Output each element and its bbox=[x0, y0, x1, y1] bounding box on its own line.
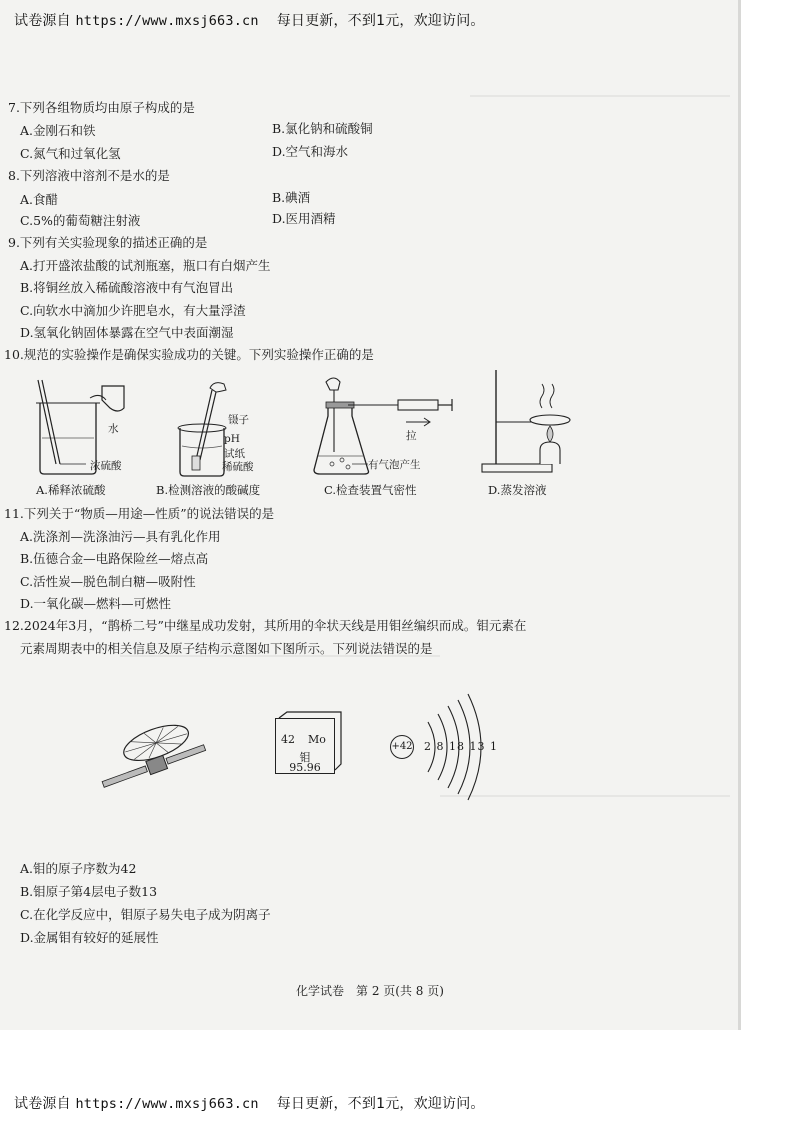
fig-c-bubbles-label: 有气泡产生 bbox=[368, 459, 421, 471]
q7-stem: 7.下列各组物质均由原子构成的是 bbox=[8, 100, 195, 115]
tile-depth-outline bbox=[279, 712, 341, 770]
glass-rod bbox=[38, 380, 56, 464]
fig-b-solution-label: 稀硫酸 bbox=[222, 461, 254, 473]
q7-option-d: D.空气和海水 bbox=[272, 144, 349, 159]
q11-option-b: B.伍德合金—电路保险丝—熔点高 bbox=[20, 551, 209, 566]
q12-option-a: A.钼的原子序数为42 bbox=[20, 861, 137, 876]
pull-arrow-icon bbox=[406, 418, 430, 426]
fig-a-water-label: 水 bbox=[108, 423, 119, 435]
fig-b-caption: B.检测溶液的酸碱度 bbox=[156, 483, 261, 497]
figure-d-evaporation bbox=[480, 368, 580, 478]
q7-option-a: A.金刚石和铁 bbox=[20, 123, 96, 138]
q12-option-b: B.钼原子第4层电子数13 bbox=[20, 884, 158, 899]
watermark-bottom bbox=[14, 1093, 485, 1113]
antenna-rib bbox=[129, 726, 183, 759]
fig-a-caption: A.稀释浓硫酸 bbox=[36, 483, 106, 497]
q10-stem: 10.规范的实验操作是确保实验成功的关键。下列实验操作正确的是 bbox=[4, 347, 374, 362]
q7-option-c: C.氮气和过氧化氢 bbox=[20, 146, 121, 161]
syringe-barrel bbox=[398, 400, 438, 410]
alcohol-lamp bbox=[540, 442, 560, 464]
watermark-top bbox=[14, 10, 485, 30]
q7-option-b: B.氯化钠和硫酸铜 bbox=[272, 121, 373, 136]
beaker-rim bbox=[178, 424, 226, 432]
fig-b-paper-label: 试纸 bbox=[224, 448, 245, 460]
ph-paper bbox=[192, 456, 200, 470]
q9-option-d: D.氢氧化钠固体暴露在空气中表面潮湿 bbox=[20, 325, 234, 340]
q9-option-a: A.打开盛浓盐酸的试剂瓶塞，瓶口有白烟产生 bbox=[20, 258, 271, 273]
q12-option-d: D.金属钼有较好的延展性 bbox=[20, 930, 159, 945]
bubble bbox=[346, 465, 350, 469]
evaporating-dish bbox=[530, 415, 570, 425]
fig-c-caption: C.检查装置气密性 bbox=[324, 483, 417, 497]
q8-stem: 8.下列溶液中溶剂不是水的是 bbox=[8, 168, 170, 183]
q11-stem: 11.下列关于“物质—用途—性质”的说法错误的是 bbox=[4, 506, 275, 521]
beaker-outline bbox=[40, 403, 96, 474]
q11-option-c: C.活性炭—脱色制白糖—吸附性 bbox=[20, 574, 196, 589]
q11-option-d: D.一氧化碳—燃料—可燃性 bbox=[20, 596, 172, 611]
glass-rod-edge bbox=[42, 380, 60, 464]
atomic-number: 42 bbox=[281, 733, 295, 746]
q8-option-a: A.食醋 bbox=[20, 192, 59, 207]
funnel-top bbox=[326, 378, 340, 390]
stand-base bbox=[482, 464, 552, 472]
watermark-url[interactable]: https://www.mxsj663.cn bbox=[75, 13, 259, 29]
nucleus: +42 bbox=[390, 735, 414, 759]
q8-option-b: B.碘酒 bbox=[272, 190, 311, 205]
q9-stem: 9.下列有关实验现象的描述正确的是 bbox=[8, 235, 208, 250]
liquid-level bbox=[182, 446, 222, 448]
element-name: 钼 bbox=[299, 751, 311, 764]
q11-option-a: A.洗涤剂—洗涤油污—具有乳化作用 bbox=[20, 529, 221, 544]
atomic-mass: 95.96 bbox=[289, 761, 321, 774]
solar-panel-left bbox=[102, 766, 147, 787]
bleed-mark bbox=[470, 95, 730, 97]
q9-option-c: C.向软水中滴加少许肥皂水，有大量浮渣 bbox=[20, 303, 246, 318]
solar-panel-right bbox=[166, 745, 206, 764]
element-symbol: Mo bbox=[308, 733, 326, 746]
electron-configuration: 2 8 18 13 1 bbox=[424, 740, 498, 753]
bubble bbox=[330, 462, 334, 466]
watermark-note: 每日更新，不到1元，欢迎访问。 bbox=[276, 13, 485, 29]
bubble bbox=[340, 458, 344, 462]
q12-stem-line-2: 元素周期表中的相关信息及原子结构示意图如下图所示。下列说法错误的是 bbox=[20, 641, 433, 656]
q8-option-c: C.5%的葡萄糖注射液 bbox=[20, 213, 141, 228]
page-footer: 化学试卷 第 2 页(共 8 页) bbox=[296, 984, 444, 998]
q8-option-d: D.医用酒精 bbox=[272, 211, 336, 226]
vapor bbox=[550, 384, 554, 408]
tile-3d-edge bbox=[279, 712, 339, 768]
fig-b-ph-label: pH bbox=[224, 433, 240, 445]
q12-stem-line-1: 12.2024年3月，“鹊桥二号”中继星成功发射，其所用的伞状天线是用钼丝编织而成。钼元素在 bbox=[4, 618, 527, 633]
q12-option-c: C.在化学反应中，钼原子易失电子成为阴离子 bbox=[20, 907, 271, 922]
watermark-source: 试卷源自 bbox=[14, 1096, 71, 1112]
watermark-note: 每日更新，不到1元，欢迎访问。 bbox=[276, 1096, 485, 1112]
fig-c-pull-label: 拉 bbox=[406, 430, 417, 442]
scan-edge bbox=[738, 0, 741, 1030]
watermark-source: 试卷源自 bbox=[14, 13, 71, 29]
fig-a-acid-label: 浓硫酸 bbox=[90, 460, 122, 472]
fig-d-caption: D.蒸发溶液 bbox=[488, 483, 547, 497]
flame-icon bbox=[547, 426, 553, 442]
fig-b-tweezers-label: 镊子 bbox=[228, 414, 249, 426]
q9-option-b: B.将铜丝放入稀硫酸溶液中有气泡冒出 bbox=[20, 280, 234, 295]
vapor bbox=[540, 384, 544, 408]
tweezers-arm bbox=[200, 392, 216, 460]
relay-satellite-illustration bbox=[92, 715, 212, 795]
tweezers bbox=[196, 390, 212, 460]
watermark-url[interactable]: https://www.mxsj663.cn bbox=[75, 1096, 259, 1112]
